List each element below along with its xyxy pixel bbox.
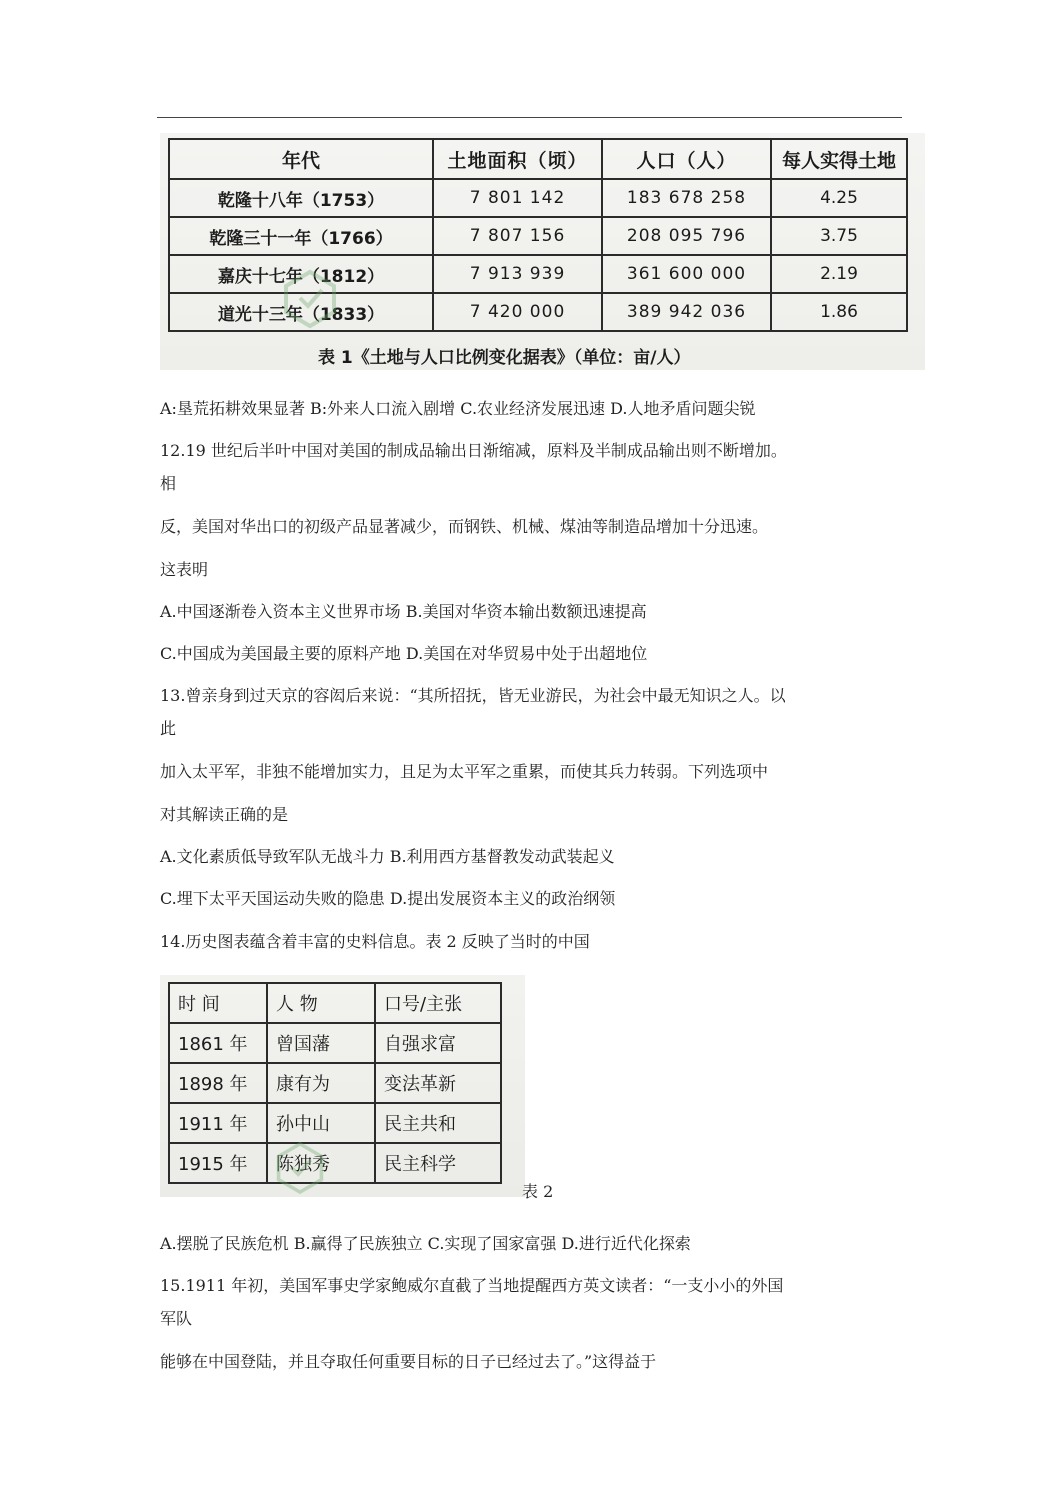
q12-options: C.中国成为美国最主要的原料产地 D.美国在对华贸易中处于出超地位 xyxy=(160,644,648,663)
q14-options: A.摆脱了民族危机 B.赢得了民族独立 C.实现了国家富强 D.进行近代化探索 xyxy=(160,1234,691,1253)
q11-options: A:垦荒拓耕效果显著 B:外来人口流入剧增 C.农业经济发展迅速 D.人地矛盾问题尖锐 xyxy=(160,399,756,418)
table1-cell: 361 600 000 xyxy=(602,255,771,293)
table-row xyxy=(169,1063,501,1103)
table-row xyxy=(169,1023,501,1063)
table1-header-cell: 年代 xyxy=(169,139,433,179)
table2-cell: 1915 年 xyxy=(169,1143,267,1183)
land-population-table xyxy=(168,138,908,332)
q12-stem: 相 xyxy=(160,474,177,493)
q12-options: A.中国逐渐卷入资本主义世界市场 B.美国对华资本输出数额迅速提高 xyxy=(160,602,647,621)
table2-header-cell: 口号/主张 xyxy=(375,983,501,1023)
table1-cell: 乾隆三十一年（1766） xyxy=(169,217,433,255)
watermark-logo-icon xyxy=(282,268,338,330)
table2-header-cell: 人 物 xyxy=(267,983,375,1023)
table1-cell: 2.19 xyxy=(771,255,907,293)
history-figures-table xyxy=(168,982,502,1184)
table2-cell: 民主科学 xyxy=(375,1143,501,1183)
table2-cell: 1861 年 xyxy=(169,1023,267,1063)
table2-header-cell: 时 间 xyxy=(169,983,267,1023)
header-rule xyxy=(157,117,902,118)
q13-options: C.埋下太平天国运动失败的隐患 D.提出发展资本主义的政治纲领 xyxy=(160,889,616,908)
table2-cell: 孙中山 xyxy=(267,1103,375,1143)
table1-cell: 3.75 xyxy=(771,217,907,255)
q15-stem: 军队 xyxy=(160,1309,193,1328)
table2-cell: 变法革新 xyxy=(375,1063,501,1103)
table1-cell: 389 942 036 xyxy=(602,293,771,331)
table1-cell: 7 801 142 xyxy=(433,179,602,217)
table2-cell: 自强求富 xyxy=(375,1023,501,1063)
table1-cell: 7 420 000 xyxy=(433,293,602,331)
q13-stem: 13.曾亲身到过天京的容闳后来说：“其所招抚，皆无业游民，为社会中最无知识之人。以 xyxy=(160,686,786,705)
q13-stem: 对其解读正确的是 xyxy=(160,805,289,824)
table1-caption: 表 1《土地与人口比例变化据表》（单位：亩/人） xyxy=(318,348,691,368)
table2-caption: 表 2 xyxy=(522,1182,554,1201)
q12-stem: 12.19 世纪后半叶中国对美国的制成品输出日渐缩减，原料及半制成品输出则不断增加。 xyxy=(160,441,787,460)
q15-stem: 能够在中国登陆，并且夺取任何重要目标的日子已经过去了。”这得益于 xyxy=(160,1352,657,1371)
table1-cell: 4.25 xyxy=(771,179,907,217)
table-row xyxy=(169,1143,501,1183)
table1-header-cell: 每人实得土地 xyxy=(771,139,907,179)
table1-cell: 1.86 xyxy=(771,293,907,331)
table1-header-cell: 人口（人） xyxy=(602,139,771,179)
q13-stem: 加入太平军，非独不能增加实力，且足为太平军之重累，而使其兵力转弱。下列选项中 xyxy=(160,762,769,781)
table2-cell: 陈独秀 xyxy=(267,1143,375,1183)
q12-stem: 反，美国对华出口的初级产品显著减少，而钢铁、机械、煤油等制造品增加十分迅速。 xyxy=(160,517,769,536)
table-row xyxy=(169,255,907,293)
table1-header-row xyxy=(169,139,907,179)
table1-cell: 嘉庆十七年（1812） xyxy=(169,255,433,293)
table1-cell: 7 913 939 xyxy=(433,255,602,293)
table-row xyxy=(169,293,907,331)
table2-cell: 1911 年 xyxy=(169,1103,267,1143)
table-row xyxy=(169,179,907,217)
watermark-logo-icon xyxy=(275,1140,325,1196)
q13-options: A.文化素质低导致军队无战斗力 B.利用西方基督教发动武装起义 xyxy=(160,847,615,866)
q15-stem: 15.1911 年初，美国军事史学家鲍威尔直截了当地提醒西方英文读者：“一支小小的外国 xyxy=(160,1276,784,1295)
table2-cell: 康有为 xyxy=(267,1063,375,1103)
q12-stem: 这表明 xyxy=(160,560,209,579)
table2-header-row xyxy=(169,983,501,1023)
table2-cell: 民主共和 xyxy=(375,1103,501,1143)
q13-stem: 此 xyxy=(160,719,177,738)
table1-header-cell: 土地面积（顷） xyxy=(433,139,602,179)
q14-stem: 14.历史图表蕴含着丰富的史料信息。表 2 反映了当时的中国 xyxy=(160,932,590,951)
table1-cell: 乾隆十八年（1753） xyxy=(169,179,433,217)
table1-cell: 208 095 796 xyxy=(602,217,771,255)
table1-cell: 道光十三年（1833） xyxy=(169,293,433,331)
table1-cell: 7 807 156 xyxy=(433,217,602,255)
table-row xyxy=(169,1103,501,1143)
table1-cell: 183 678 258 xyxy=(602,179,771,217)
table-row xyxy=(169,217,907,255)
table2-cell: 曾国藩 xyxy=(267,1023,375,1063)
table2-cell: 1898 年 xyxy=(169,1063,267,1103)
